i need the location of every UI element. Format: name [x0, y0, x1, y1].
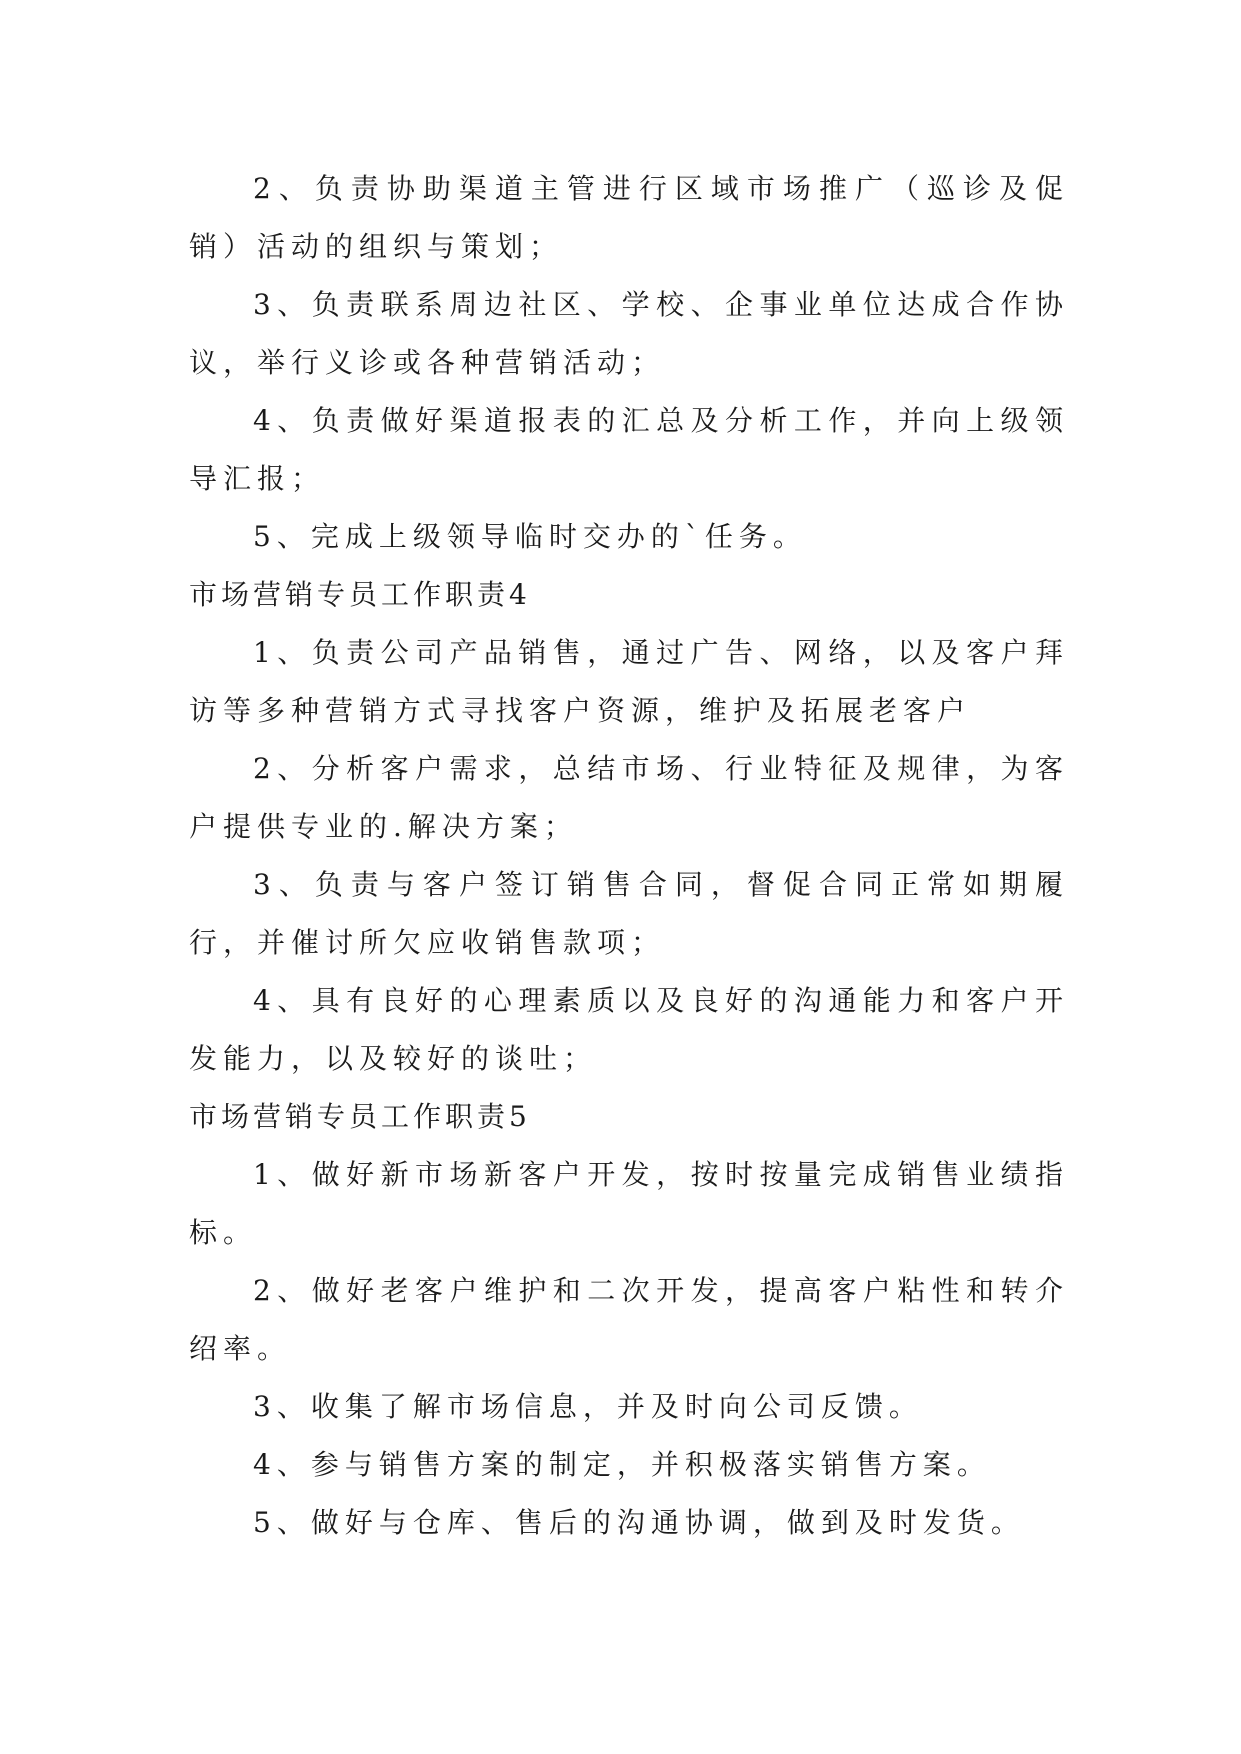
section-heading: 市场营销专员工作职责5 [189, 1100, 531, 1133]
paragraph: 5、做好与仓库、售后的沟通协调，做到及时发货。 [253, 1506, 1025, 1539]
paragraph: 4、负责做好渠道报表的汇总及分析工作，并向上级领导汇报； [189, 404, 1069, 495]
paragraph: 2、分析客户需求，总结市场、行业特征及规律，为客户提供专业的.解决方案； [189, 752, 1069, 843]
document-body [189, 160, 1069, 1552]
paragraph: 3、负责与客户签订销售合同，督促合同正常如期履行，并催讨所欠应收销售款项； [189, 868, 1069, 959]
section-heading: 市场营销专员工作职责4 [189, 578, 531, 611]
paragraph: 2、负责协助渠道主管进行区域市场推广（巡诊及促销）活动的组织与策划； [189, 172, 1069, 263]
paragraph: 3、收集了解市场信息，并及时向公司反馈。 [253, 1390, 923, 1423]
paragraph: 5、完成上级领导临时交办的`任务。 [253, 520, 807, 553]
paragraph: 4、具有良好的心理素质以及良好的沟通能力和客户开发能力，以及较好的谈吐； [189, 984, 1069, 1075]
paragraph: 3、负责联系周边社区、学校、企事业单位达成合作协议，举行义诊或各种营销活动； [189, 288, 1069, 379]
paragraph: 2、做好老客户维护和二次开发，提高客户粘性和转介绍率。 [189, 1274, 1069, 1365]
paragraph: 1、做好新市场新客户开发，按时按量完成销售业绩指标。 [189, 1158, 1069, 1249]
paragraph: 4、参与销售方案的制定，并积极落实销售方案。 [253, 1448, 991, 1481]
paragraph: 1、负责公司产品销售，通过广告、网络，以及客户拜访等多种营销方式寻找客户资源，维护及拓展老客户 [189, 636, 1069, 727]
